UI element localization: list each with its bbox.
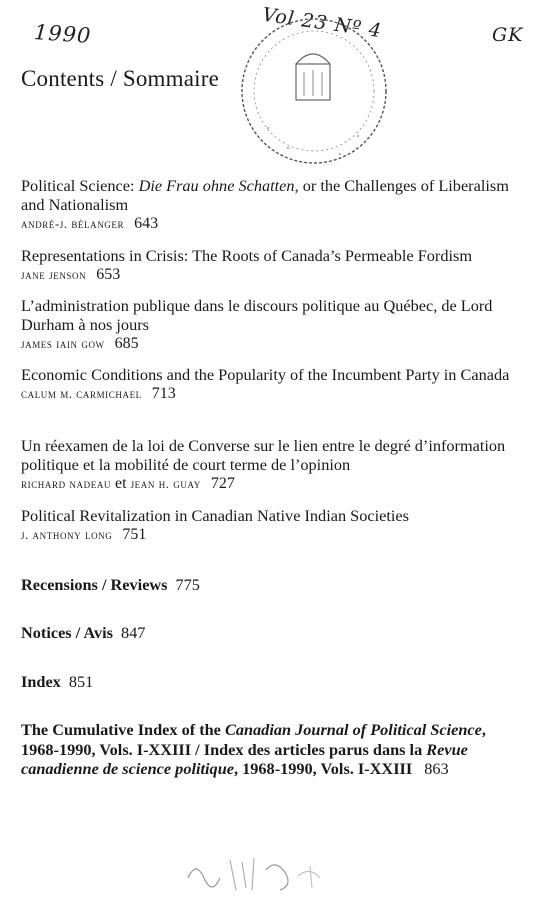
toc-entry — [21, 296, 521, 354]
page-number: 685 — [114, 335, 139, 352]
article-author-line — [21, 214, 521, 234]
page-title: Contents / Sommaire — [21, 66, 220, 91]
faint-stamp-icon — [170, 848, 360, 898]
section-entry — [21, 623, 145, 643]
article-author-line — [21, 525, 521, 545]
section-entry — [21, 672, 93, 692]
article-author-line — [21, 474, 521, 494]
toc-entry — [21, 176, 521, 234]
cumulative-index-entry: The Cumulative Index of the Canadian Journal of Political Science, 1968-1990, Vols. I-XXIII / Index des articles parus dans la Revue canadienne de science politique, 1968-1990, Vols. I-XXIII 863 — [21, 720, 486, 778]
handwritten-initials: GK — [492, 24, 524, 46]
page-number: 643 — [134, 215, 159, 232]
section-label: Notices / Avis — [21, 623, 113, 642]
article-author: jane jenson — [21, 268, 87, 282]
toc-entry — [21, 246, 521, 285]
article-author: andré-j. bélanger — [21, 217, 125, 231]
library-stamp-icon — [228, 8, 400, 174]
toc-entry — [21, 436, 521, 494]
article-title: L’administration publique dans le discours politique au Québec, de Lord Durham à nos jours — [21, 296, 493, 334]
article-title: Political Revitalization in Canadian Native Indian Societies — [21, 506, 409, 525]
page-number: 653 — [96, 266, 121, 283]
page-number: 713 — [151, 385, 176, 402]
page-number: 775 — [175, 575, 200, 594]
article-author: james iain gow — [21, 337, 105, 351]
article-author: richard nadeau — [21, 477, 112, 491]
section-entry — [21, 575, 200, 595]
section-label: Recensions / Reviews — [21, 575, 168, 594]
article-title: Economic Conditions and the Popularity of the Incumbent Party in Canada — [21, 365, 510, 384]
article-title: Representations in Crisis: The Roots of Canada’s Permeable Fordism — [21, 246, 472, 265]
handwritten-year: 1990 — [33, 20, 93, 48]
page-number: 727 — [210, 475, 235, 492]
toc-entry — [21, 506, 521, 545]
author-conjunction: et — [115, 475, 127, 492]
page-number: 751 — [122, 526, 147, 543]
article-author: j. anthony long — [21, 528, 113, 542]
article-author-line — [21, 334, 521, 354]
article-author-line — [21, 384, 521, 404]
article-author-line — [21, 265, 521, 285]
page-number: 863 — [424, 759, 449, 778]
page-number: 851 — [68, 672, 94, 691]
article-title: Un réexamen de la loi de Converse sur le lien entre le degré d’information politique et la mobilité de court terme de l’opinion — [21, 436, 506, 474]
toc-entry — [21, 365, 521, 404]
article-author: calum m. carmichael — [21, 387, 142, 401]
handwritten-volume: Vol 23 Nº 4 — [261, 3, 384, 43]
article-author: jean h. guay — [130, 477, 201, 491]
section-label: Index — [21, 672, 61, 691]
page-number: 847 — [120, 623, 146, 642]
article-title: Political Science: Die Frau ohne Schatten, or the Challenges of Liberalism and Nationalism — [21, 176, 509, 214]
